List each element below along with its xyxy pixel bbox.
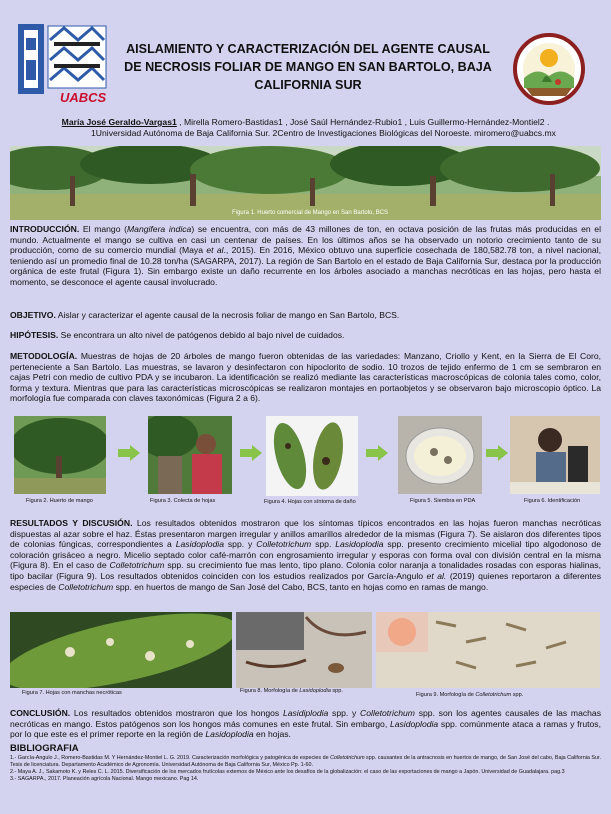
concl-italic: Lasidoplodia	[205, 729, 254, 740]
conclusion-heading: CONCLUSIÓN.	[10, 708, 71, 718]
figure2-photo	[14, 416, 106, 494]
arrow-icon	[118, 445, 140, 461]
figure3-caption: Figura 3. Colecta de hojas	[150, 498, 216, 504]
figure4-photo	[266, 416, 358, 496]
res-text: Los resultados obtenidos mostraron que los síntomas típicos encontrados en las hojas fueron manchas necróticas dispuestas al azar sobre el haz. Éstas presentaron margen irregular y anillos amarillos alrededor de la mismas (Figura 7). Se aislaron dos diferentes tipos de colonias fúngicas, correspondientes a	[10, 518, 601, 550]
arrow-icon	[366, 445, 388, 461]
concl-text: spp. comúnmente ataca a ramas y frutos, por lo que este es el primer reporte en la región de	[10, 718, 601, 740]
conclusion-section	[10, 708, 601, 740]
res-italic: Colletotrichum	[256, 539, 312, 550]
reference-3: 3.- SAGARPA., 2017. Planeación agrícola Nacional. Mango mexicano. Pag 14.	[10, 776, 199, 782]
metodologia-section	[10, 351, 601, 404]
figure8-photo	[236, 612, 372, 688]
poster-title: AISLAMIENTO Y CARACTERIZACIÓN DEL AGENTE CAUSAL DE NECROSIS FOLIAR DE MANGO EN SAN BARTOLO, BAJA CALIFORNIA SUR	[124, 42, 492, 92]
uabcs-logo-text: UABCS	[60, 90, 107, 105]
fig9-caption-text: spp.	[511, 692, 524, 698]
fig9-caption-text: Figura 9. Morfología de	[416, 692, 476, 698]
concl-italic: Lasidiplodia	[282, 708, 329, 718]
fig8-caption-text: spp.	[330, 688, 343, 694]
res-text: spp. en huertos de mango de San José del Cabo, BCS, tanto en hojas como en ramas de mango.	[113, 581, 489, 592]
res-italic: Colletotrichum	[109, 560, 165, 571]
ref1-text: spp. causantes de la antracnosis en huertos de mango, de San José del cabo, Baja California Sur. Tesis de licenciatura. Departamento Académico de Agronomía. Universidad Autónoma de Baja California Sur, México Pp. 1-60.	[10, 755, 601, 768]
figure6-caption: Figura 6. Identificación	[524, 498, 581, 504]
uabcs-logo	[14, 20, 110, 110]
mango-orchard-photo	[10, 146, 601, 220]
bibliografia-section	[10, 743, 601, 783]
res-text: spp. presento crecimiento micelial tipo algodonoso de coloración grisáceo a negro. Micelio septado color café-marrón con engrosamiento irregular y esporas con forma oval con división central en la misma (Figura 8). En el caso de	[10, 539, 601, 571]
intro-species: Mangifera indica	[127, 224, 192, 234]
figure5-photo	[398, 416, 482, 494]
bibliografia-heading: BIBLIOGRAFIA	[10, 743, 79, 754]
hipotesis-text: Se encontrara un alto nivel de patógenos debido al bajo nivel de cuidados.	[58, 330, 345, 340]
objetivo-section	[10, 310, 601, 321]
hipotesis-section	[10, 330, 601, 341]
arrow-icon	[240, 445, 262, 461]
arrow-icon	[486, 445, 508, 461]
introduccion-heading: INTRODUCCIÓN.	[10, 224, 80, 234]
reference-1	[10, 755, 601, 769]
concl-text: en hojas.	[253, 729, 291, 740]
res-italic: Colletotrichum	[58, 581, 114, 592]
fig9-caption-italic: Colletotrichum	[475, 692, 512, 698]
res-text: spp.	[311, 539, 336, 550]
introduccion-section	[10, 224, 601, 288]
figure9-photo	[376, 612, 600, 688]
ref1-text: 1.- García-Angulo J., Romero-Bastidas M. Y Hernández-Montiel L. G. 2019. Caracterización morfológica y patogénica de especies de	[10, 755, 331, 761]
figure3-photo	[148, 416, 232, 494]
hipotesis-heading: HIPÓTESIS.	[10, 330, 59, 340]
objetivo-text: Aislar y caracterizar el agente causal de la necrosis foliar de mango en San Bartolo, BCS.	[55, 310, 400, 320]
concl-text: spp. son los agentes causales de las machas necróticas en mango. Estos patógenos son los hongos más comunes en este frutal. Sin embargo,	[10, 708, 601, 729]
objetivo-heading: OBJETIVO.	[10, 310, 56, 320]
authors-block	[0, 117, 611, 139]
res-italic: Lasidoplodia	[335, 539, 384, 550]
fig8-caption-italic: Lasidoplodia	[299, 688, 331, 694]
agronomy-logo	[512, 32, 586, 106]
res-italic: Lasidoplodia	[175, 539, 224, 550]
figure9-caption	[416, 692, 523, 698]
intro-etal: et al	[206, 245, 224, 256]
figure6-photo	[510, 416, 600, 494]
resultados-heading: RESULTADOS Y DISCUSIÓN.	[10, 518, 133, 528]
intro-text-2: ) se encuentra, con más de 43 millones de ton, en octava posición de las frutas más producidas en el mundo. Actualmente el mango se cultiva en casi un centenar de países. En los últimos años se ha observado un notorio crecimiento tanto de su producción, como de su comercio mundial (Maya	[10, 224, 601, 256]
concl-text: spp. y	[328, 708, 361, 718]
figure2-caption: Figura 2. Huerto de mango	[26, 498, 93, 504]
fig8-caption-text: Figura 8. Morfología de	[240, 688, 300, 694]
concl-italic: Lasidoplodia	[389, 718, 439, 729]
ref1-italic: Colletotrichum	[330, 755, 365, 761]
first-author: María José Geraldo-Vargas1	[61, 117, 177, 127]
figure7-caption: Figura 7. Hojas con manchas necróticas	[22, 690, 122, 696]
intro-text-1: El mango (	[79, 224, 127, 234]
resultados-section	[10, 518, 601, 592]
res-text: spp. y	[223, 539, 257, 550]
metodologia-heading: METODOLOGÍA.	[10, 351, 78, 361]
concl-text: Los resultados obtenidos mostraron que los hongos	[70, 708, 283, 718]
res-text: (2019) quienes reportaron a diferentes especies de	[10, 570, 601, 592]
metodologia-text: Muestras de hojas de 20 árboles de mango fueron obtenidas de las variedades: Manzano, Criollo y Kent, en la Sierra de El Coro, perteneciente a San Bartolo. Las muestras, se lavaron y desinfectaron con hipoclorito de sodio. 10 trozos de tejido enfermo de 1 cm se sembraron en cajas Petri con medio de cultivo PDA y se incubaron. La identificación se realizó mediante las características macroscópicas de colonia tales como, color, forma y textura. Mientras que para las características microscópicas se realizaron montajes en portaobjetos y se observaron bajo microscopio óptico. La morfología fue comparada con claves taxonómicas (Figura 2 a 6).	[10, 351, 601, 404]
figure4-caption: Figura 4. Hojas con síntoma de daño	[264, 499, 356, 505]
concl-italic: Colletotrichum	[360, 708, 415, 718]
figure8-caption	[240, 688, 343, 694]
intro-text-3: ., 2015). En 2016, México obtuvo una superficie cosechada de 180,582.78 ton, a nivel nacional, teniendo así un promedio final de 10.28 ton/ha (SAGARPA, 2017). La región de San Bartolo en el estado de Baja California Sur, destaca por la producción orgánica de este frutal (Figura 1). Sin embargo existe un daño recurrente en los árboles asociado a manchas necróticas en las hojas, pero hasta el momento, se desconoce el agente causal involucrado.	[10, 245, 601, 287]
figure5-caption: Figura 5. Siembra en PDA	[410, 498, 476, 504]
res-text: spp. su crecimiento fue mas lento, tipo plano. Colonia color naranja a tonalidades rosadas con esporas hialinas, tipo bacilar (Figura 9). Los resultados obtenidos coinciden con los estudios realizados por García-Angulo	[10, 560, 601, 581]
res-italic: et al.	[426, 570, 447, 581]
affiliations: 1Universidad Autónoma de Baja California Sur. 2Centro de Investigaciones Biológicas del Noroeste. miromero@uabcs.mx	[91, 128, 556, 138]
figure7-photo	[10, 612, 232, 688]
other-authors: , Mirella Romero-Bastidas1 , José Saúl Hernández-Rubio1 , Luis Guillermo-Hernández-Montiel2 .	[176, 117, 550, 127]
figure1-caption: Figura 1. Huerto comercial de Mango en San Bartolo, BCS	[231, 210, 389, 216]
reference-2: 2.- Maya A. J., Sakamoto K. y Reles C. L. 2015. Diversificación de los mercados frutícolas externos de México ante los desafíos de la globalización: el caso de las exportaciones de mango a Japón. Universidad de Guadalajara. pag.3	[10, 769, 565, 775]
